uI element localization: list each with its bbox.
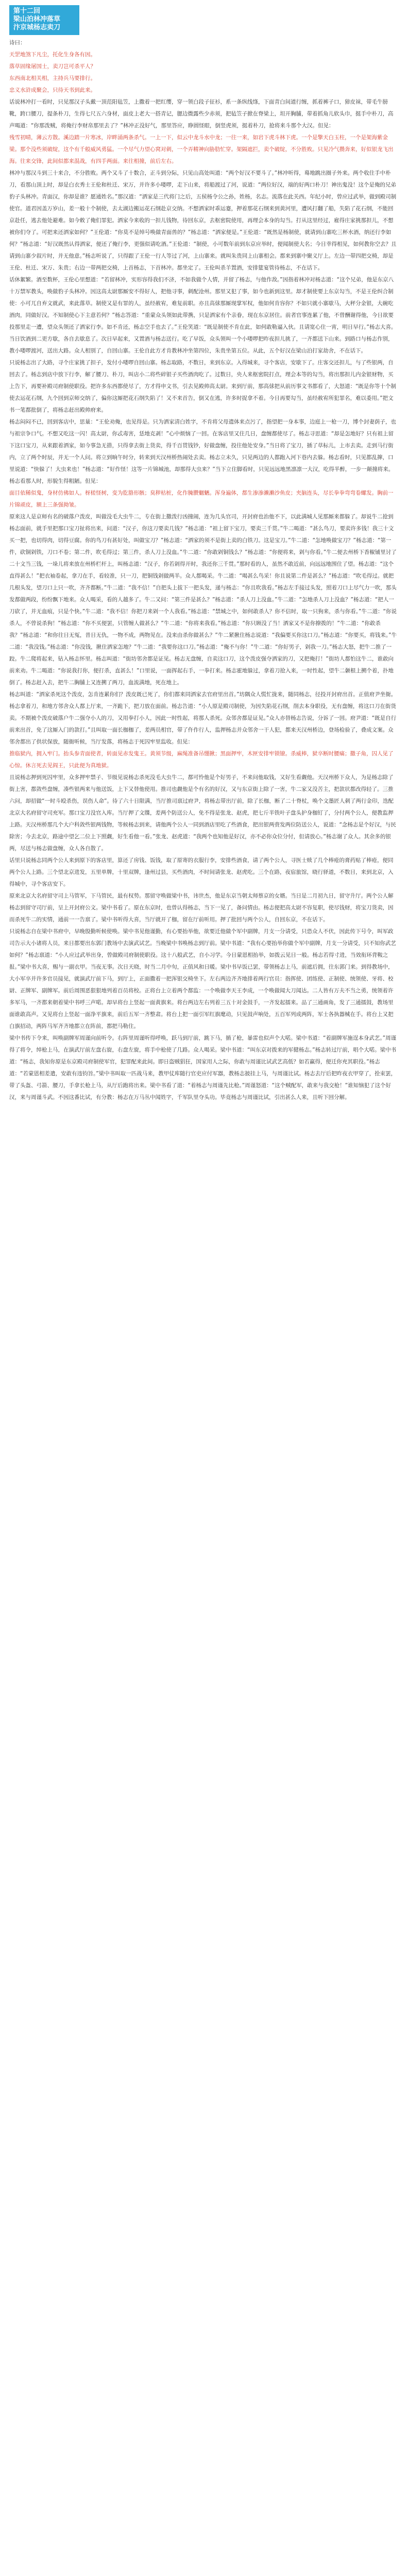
body-paragraph: 只说杨志出了大路，寻个庄家挑了担子，发付小喽啰自回山寨。杨志取路，不数日，来到东京。入得城来，寻个客店，安歇下了。庄客交还担儿，与了些银两，自回去了。杨志到店中放下行李，解了腰刀、朴刀，叫店小二将些碎银子买些酒肉吃了。过数日，央人来枢密院打点，理会本等的勾当，将出那担儿内金银财物，买上告下，再要补殿司府制使职役。把许多东西都使尽了，方才得申文书，引去见殿帅高太尉。来到厅前，那高俅把从前历事文书都看了，大怒道：“既是你等十个制使去运花石纲，九个回到京师交纳了，偏你这厮把花石纲失陷了！又不来首告，倒又在逃，许多时捉拿不着。今日再要勾当，虽经赦宥所犯罪名，难以委用。”把文书一笔都批倒了，将杨志赶出殿帅府来。	[9, 360, 396, 413]
verse-paragraph: 面目依稀似鬼，身材仿佛如人。枒槎怪树，变为肐胳形骸；臭秽枯桩，化作腌臜魍魉。浑身遍体，都生渗渗濑濑沙鱼皮；夹脑连头，尽长拳拳弯弯卷螺发。胸前一片锦顽皮，额上三条强拗皱。	[9, 490, 394, 508]
body-paragraph: 杨志叫道：“洒家杀死这个泼皮，怎肯连累你们？泼皮既已死了，你们都来同洒家去官府里出首。”坊隅众人慌忙拢来，随同杨志，径投开封府出首。正值府尹坐衙。杨志拿着刀，和地方邻舍众人都上厅来，一齐跪下，把刀放在面前。杨志告道：“小人原是殿司制使，为因失陷花石纲，削去本身职役，无有盘缠，将这口刀在街货卖。不期被个泼皮破落户牛二强夺小人的刀，又用拳打小人，因此一时性起，将那人杀死。众邻舍都是证见。”众人亦替杨志告说，分诉了一回。府尹道：“既是自行前来出首，免了这厮入门的款打。”且叫取一面长枷枷了，差两员相官，带了仵作行人，监押杨志并众邻舍一干人犯，都来天汉州桥边，登场检验了，叠成文案。众邻舍都出了供状保放，随衙听候，当厅发落，将杨志于死囚牢里监收。但见：	[9, 691, 397, 745]
body-paragraph: 林冲与那汉斗到三十来合，不分胜败。两个又斗了十数合，正斗到分际，只见山高处叫道：“两个好汉不要斗了。”林冲听得，蓦地跳出圈子外来。两个收住手中朴刀，看那山顶上时，却是白衣秀士王伦和杜迁、宋万，并许多小喽啰，走下山来，将船渡过了河，说道：“两位好汉，端的好两口朴刀！神出鬼没！这个是俺的兄弟豹子头林冲。青面汉，你却是谁？愿通姓名。”那汉道：“洒家是三代将门之后，五侯杨令公之孙，姓杨，名志。流落在此关西。年纪小时，曾应过武举，做到殿司制使官。道君因盖万岁山，差一般十个制使，去太湖边搬运花石纲赴京交纳。不想洒家时乖运蹇，押着那花石纲来到黄河里，遭风打翻了船，失陷了花石纲，不能回京赴任，逃去他处避难。如今敕了俺们罪犯。洒家今来收的一担儿钱物，待回东京，去枢密院使用，再理会本身的勾当。打从这里经过，雇得庄家挑那担儿，不想被你们夺了。可把来还洒家如何？”王伦道：“你莫不是绰号唤做青面兽的？”杨志道：“洒家便是。”王伦道：“既然是杨制使，就请到山寨吃三杯水酒，纳还行李如何？”杨志道：“好汉既然认得洒家，便还了俺行李，更强似请吃酒。”王伦道：“制使，小可数年前到东京应举时，便闻制使大名；今日幸得相见，如何教你空去？且请到山寨少叙片时，并无他意。”杨志听说了，只得跟了王伦一行人等过了河，上山寨来。就叫朱贵同上山寨相会。都来到寨中聚义厅上。左边一带四把交椅，却是王伦、杜迁、宋万、朱贵；右边一带两把交椅，上首杨志，下首林冲。都坐定了。王伦叫杀羊置酒，安排筵宴管待杨志，不在话下。	[9, 170, 397, 271]
body-paragraph: 且说杨志押到死囚牢里，众多押牢禁子、节级见说杨志杀死没毛大虫牛二，都可怜他是个好男子，不来问他取钱，又好生看觑他。天汉州桥下众人，为是杨志除了街上害，都敛些盘缠，凑些银两来与他送饭，上下又替他使用。推司也觑他是个有名的好汉，又与东京街上除了一害，牛二家又没苦主，把款状都改得轻了。三推六问，却招做“一时斗殴杀伤，误伤人命”。待了六十日限满，当厅推司禀过府尹，将杨志带出厅前，除了长枷，断了二十脊杖，唤个文墨匠人刺了两行金印，迭配北京大名府留守司充军。那口宝刀没官入库。当厅押了文牒，差两个防送公人，免不得是张龙、赵虎，把七斤半铁叶子盘头护身枷钉了，分付两个公人，便教监押上路。天汉州桥那几个大户科敛些银两钱物，等候杨志到来，请他两个公人一同到酒店里吃了些酒食，把出银两赍发两位防送公人，说道：“念杨志是个好汉，与民除害；今去北京，路途中望乞二位上下照觑，好生看他一看。”张龙、赵虎道：“我两个也知他是好汉，亦不必你众位分付，但请放心。”杨志谢了众人。其余多的银两，尽送与杨志做盘缠，众人各自散了。	[9, 774, 396, 852]
body-paragraph: 话里只说杨志同两个公人来到原下的客店里，算还了房钱、饭钱，取了原寄的衣服行李，安排些酒食，请了两个公人，寻医士赎了几个棒疮的膏药贴了棒疮，便同两个公人上路。三个望北京进发，五里单牌，十里双牌，逢州过县，买些酒肉，不时间请张龙、赵虎吃。三个在路，夜宿旅馆，晓行驿道，不数日，来到北京，入得城中，寻个客店安下。	[9, 857, 394, 887]
verse-paragraph: 忠义水浒成聚会，只待天书到此来。	[9, 87, 96, 93]
body-paragraph: 杨志闷闷不已，回到客店中，思量：“王伦劝俺，也见得是。只为洒家清白姓字，不肯将父母遗体来点污了，指望把一身本事，边庭上一枪一刀，博个封妻荫子，也与祖宗争口气。不想又吃这一闪！高太尉，你忒毒害，恁地克剥！”心中烦恼了一回。在客店里又住几日，盘缠都使尽了。杨志寻思道：“却是怎地好？只有祖上留下这口宝刀，从来跟着洒家，如今事急无措，只得拿去街上货卖，得千百贯钱钞，好做盘缠，投往他处安身。”当日将了宝刀，插了草标儿，上市去卖。走到马行街内，立了两个时辰，并无一个人问。将立到晌午时分，转来到天汉州桥热闹处去卖。杨志立未久，只见两边的人都跑入河下巷内去躲。杨志看时，只见都乱撺，口里说道：“快躲了！大虫来也！”杨志道：“好作怪！这等一片锦城池，却那得大虫来？”当下立住脚看时，只见远远地黑凛凛一大汉，吃得半醉，一步一颠撞将来。杨志看那人时，形貌生得粗陋。但见：	[9, 419, 396, 484]
chapter-number: 第十二回	[13, 7, 41, 15]
verse-paragraph: 天罡地煞下凡尘，托化生身各有因。	[9, 52, 96, 58]
body-paragraph: 只说杨志自在梁中书府中，早晚殷勤听候使唤。梁中书见他谨勤，有心要抬举他，欲要迁他做个军中副牌，月支一分请受，只恐众人不伏，因此传下号令，叫军政司告示大小诸将人员，来日都要出东郭门教场中去演武试艺。当晚梁中书唤杨志到厅前。梁中书道：“我有心要抬举你做个军中副牌，月支一分请受，只不知你武艺如何？”杨志禀道：“小人应过武举出身，曾做殿司府制使职役。这十八般武艺，自小习学。今日蒙恩相抬举，如拨云见日一般。杨志若得寸进，当效衔环背鞍之报。”梁中书大喜，赐与一副衣甲。当夜无事。次日天晓，时当二月中旬，正值风和日暖。梁中书早饭已罢，带领杨志上马，前遮后拥，往东郭门来。到得教场中，大小军卒并许多官员接见，就演武厅前下马，到厅上，正面撒着一把浑银交椅坐下。左右两边齐齐地排着两行官员：指挥使、团练使、正制使、统领使、牙将、校尉、正牌军、副牌军。前后周围恶狠狠地列着百员将校。正将台上立着两个都监：一个唤做李天王李成，一个唤做闻大刀闻达。二人皆有万夫不当之勇，统领着许多军马，一齐都来朝着梁中书呼三声喏。却早将台上竖起一面黄旗来。将台两边左右列着三五十对金鼓手，一齐发起擂来。品了三通画角，发了三通擂鼓，教场里面谁敢高声。又见将台上竖起一面净平旗来，前后五军一齐整肃。将台上把一面引军红旗麾动，只见鼓声响处，五百军列成两阵，军士各执器械在手。将台上又把白旗招动，两阵马军齐齐地都立在阵前，都把马勒住。	[9, 928, 396, 1029]
verse-paragraph: 推临狱内，拥入牢门。抬头参青面使者，转面见赤发鬼王。黄须节级，麻绳准备吊绷揪；黑面押牢，木匣安排牢锁镣。杀威棒，狱卒断时腰痛；撒子角，囚人见了心惊。休言死去见阎王，只此便为真地狱。	[9, 751, 394, 769]
body-paragraph: 诗曰：	[9, 40, 26, 46]
body-paragraph: 梁中书传下令来，叫唤副牌军周谨向前听令。右阵里周谨听得呼唤，跃马到厅前，跳下马，插了枪，暴雷也似声个大喏。梁中书道：“着副牌军施逞本身武艺。”周谨得了将令，绰枪上马，在演武厅前左盘右旋，右盘左旋，将手中枪使了几路。众人喝采。梁中书道：“叫东京对拨来的军健杨志。”杨志转过厅前，唱个大喏。梁中书道：“杨志，我知你原是东京殿司府制使军官，犯罪配来此间。即日盗贼猖狂，国家用人之际，你敢与周谨比试武艺高低？如若赢得，便迁你充其职役。”杨志道：“若蒙恩相差遣，安敢有违钧旨。”梁中书叫取一匹战马来，教甲仗库随行官吏应付军器，教杨志披挂上马，与周谨比试。杨志去厅后把昨夜衣甲穿了，拴束罢，带了头盔、弓箭、腰刀，手拿长枪上马，从厅后跑将出来。梁中书看了道：“着杨志与周谨先比枪。”周谨怒道：“这个贼配军，敢来与我交枪！”谁知恼犯了这个好汉，来与周谨斗武。不因这番比试，有分教：杨志在万马丛中闻姓字，千军队里夺头功。毕竟杨志与周谨比试，引出甚么人来，且听下回分解。	[9, 1035, 397, 1100]
article-body	[9, 37, 398, 1104]
body-paragraph: 话休絮繁。酒至数杯，王伦心里想道：“若留林冲，实形容得我们不济，不如我做个人情，并留了杨志，与他作敌。”因指着林冲对杨志道：“这个兄弟，他是东京八十万禁军教头，唤做豹子头林冲。因这高太尉那厮安不得好人，把他寻事，刺配沧州。那里又犯了事，如今也新到这里。却才制使要上东京勾当，不是王伦纠合制使：小可兀自弃文就武，来此落草。制使又是有罪的人，虽经赦宥，难复前职。亦且高俅那厮现掌军权，他如何肯容你？不如只就小寨歇马，大秤分金银，大碗吃酒肉，同做好汉。不知制使心下主意若何？”杨志答道：“重蒙众头领如此带携，只是洒家有个亲眷，现在东京居住。前者官事连累了他，不曾酬谢得他，今日欲要投那里走一遭，望众头领还了洒家行李。如不肯还，杨志空手也去了。”王伦笑道：“既是制使不肯在此，如何敢勒逼入伙。且请宽心住一宵，明日早行。”杨志大喜。当日饮酒到二更方歇，各自去歇息了。次日早起来，又置酒与杨志送行。吃了早饭，众头领叫一个小喽啰把昨夜担儿挑了，一齐都送下山来。到路口与杨志作别，教小喽啰渡河，送出大路。众人相别了，自回山寨。王伦自此方才肯教林冲坐第四位，朱贵坐第五位。从此，五个好汉在梁山泊打家劫舍，不在话下。	[9, 277, 397, 354]
verse-paragraph: 落草固缘屠国士，卖刀岂可杀平人？	[9, 63, 96, 70]
chapter-title-line2: 汴京城杨志卖刀	[13, 24, 61, 31]
verse-paragraph: 东西南北相关相，主持兵马要排行。	[9, 75, 96, 81]
chapter-title-box	[9, 5, 79, 35]
body-paragraph: 话说林冲打一看时，只见那汉子头戴一顶范阳毡笠，上撒着一把红缨，穿一领白段子征衫，系一条纵线绦，下面青白间道行缠，抓着裤子口，獐皮袜，带毛牛膀靴，跨口腰刀，提条朴刀，生得七尺五六身材，面皮上老大一搭青记，腮边微露些少赤须，把毡笠子掀在脊梁上，坦开胸脯，带着抓角儿软头巾，挺手中朴刀，高声喝道：“你那泼贼，将俺行李财帛那里去了？”林冲正没好气，那里答应，睁圆怪眼，倒竖虎须，挺着朴刀，抢将来斗那个大汉。但见：	[9, 99, 394, 129]
chapter-title-line1: 梁山泊林冲落草	[13, 15, 61, 23]
body-paragraph: 原来这人是京师有名的破落户泼皮，叫做没毛大虫牛二，专在街上撒泼行凶撞闹，连为几头官司，开封府也治他不下，以此满城人见那厮来都躲了。却说牛二抢到杨志面前，就手里把那口宝刀扯将出来，问道：“汉子，你这刀要卖几钱？”杨志道：“祖上留下宝刀，要卖三千贯。”牛二喝道：“甚么鸟刀，要卖许多钱！我三十文买一把，也切得肉，切得豆腐。你的鸟刀有甚好处，叫做宝刀？”杨志道：“洒家的须不是街上卖的白铁刀。这是宝刀。”牛二道：“怎地唤做宝刀？”杨志道：“第一件，砍铜剁铁，刀口不卷；第二件，吹毛得过；第三件，杀人刀上没血。”牛二道：“你敢剁铜钱么？”杨志道：“你便将来，剁与你看。”牛二便去州桥下香椒铺里讨了二十文当三钱，一垛儿将来放在州桥栏杆上，叫杨志道：“汉子，你若剁得开时，我还你三千贯。”那时看的人，虽然不敢近前，向远远地围住了望。杨志道：“这个直得甚么！”把衣袖卷起，拿刀在手，看较准，只一刀，把铜钱剁做两半。众人都喝采。牛二道：“喝甚么鸟采！你且说第二件是甚么？”杨志道：“吹毛得过。就把几根头发，望刀口上只一吹，齐齐都断。”牛二道：“我不信！”自把头上拔下一把头发，递与杨志：“你且吹我看。”杨志左手接过头发，照着刀口上尽气力一吹，那头发都做两段，纷纷飘下地来。众人喝采，看的人越多了。牛二又问：“第三件是甚么？”杨志道：“杀人刀上没血。”牛二道：“怎地杀人刀上没血？”杨志道：“把人一刀砍了，并无血痕，只是个快。”牛二道：“我不信！你把刀来剁一个人我看。”杨志道：“禁城之中，如何敢杀人？你不信时，取一只狗来，杀与你看。”牛二道：“你说杀人，不曾说杀狗！”杨志道：“你不买便罢，只管缠人做甚么？”牛二道：“你将来我看。”杨志道：“你只顾没了当！洒家又不是你撩拨的！”牛二道：“你敢杀我？”杨志道：“和你往日无冤，昔日无仇，一物不成，两物见在。没来由杀你做甚么？”牛二紧揪住杨志说道：“我偏要买你这口刀。”杨志道：“你要买，将钱来。”牛二道：“我没钱。”杨志道：“你没钱，揪住洒家怎地？”牛二道：“我要你这口刀。”杨志道：“俺不与你！”牛二道：“你好男子，剁我一刀。”杨志大怒，把牛二推了一跤。牛二爬将起来，钻入杨志怀里。杨志叫道：“街坊邻舍都是证见。杨志无盘缠，自卖这口刀，这个泼皮强夺洒家的刀，又把俺打！”街坊人都怕这牛二，谁敢向前来劝。牛二喝道：“你说我打你，便打杀，直甚么！”口里说，一面挥起右手，一拳打来。杨志霍地躲过，拿着刀抢入来，一时性起，望牛二颡根上搠个着，扑地倒了。杨志赶入去，把牛二胸脯上又连搠了两刀，血流满地，死在地上。	[9, 514, 397, 686]
verse-paragraph: 残雪初晴，薄云方散。溪边踏一片寒冰，岸畔涌两条杀气。一上一下，似云中龙斗水中龙；一往一来，如岩下虎斗林下虎。一个是擎天白玉柱，一个是架海紫金梁。那个没些须破绽，这个有千般威风勇猛。一个尽气力望心窝对刺，一个弄精神向胁肋忙穿。架隔遮拦，卖个破绽，不分胜败。只见冷气攒奔来，好似银龙飞出海。往来交锋，此间似都来混战，有四手两面。来往相撞，前后左右。	[9, 134, 394, 164]
body-paragraph: 原来北京大名府留守司上马管军，下马管民，最有权势。那留守唤做梁中书，讳世杰，他是东京当朝太师蔡京的女婿。当日是二月初九日，留守升厅。两个公人解杨志到留守司厅前，呈上开封府公文。梁中书看了。原在东京时，也曾认得杨志，当下一见了，备问情由。杨志便把高太尉不容复职，使尽钱财，将宝刀货卖，因而杀死牛二的实情，通前一一告禀了。梁中书听得大喜，当厅就开了枷，留在厅前听用。押了批回与两个公人，自回东京，不在话下。	[9, 893, 394, 923]
